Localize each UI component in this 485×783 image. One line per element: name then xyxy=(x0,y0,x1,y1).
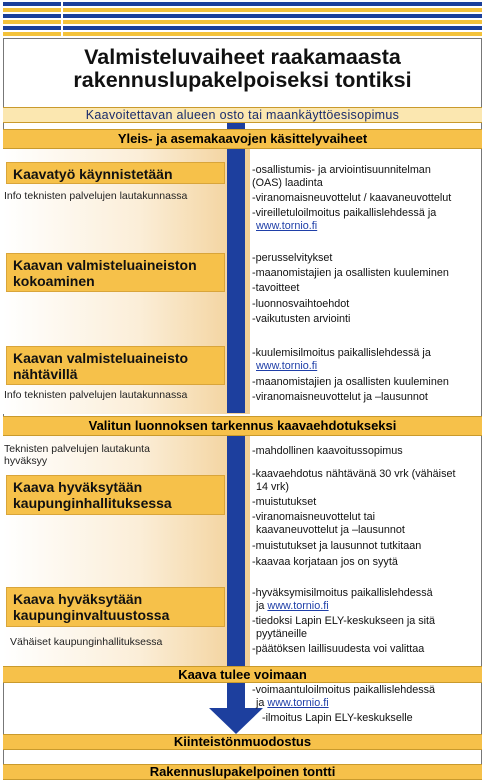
arrow-shaft-4 xyxy=(227,683,245,709)
link-line-3 xyxy=(256,600,484,613)
list-item: -ilmoitus Lapin ELY-keskukselle xyxy=(262,712,413,724)
stripe-blue-1 xyxy=(3,2,482,6)
tornio-link-3-text[interactable]: www.tornio.fi xyxy=(267,600,329,612)
info-minor-city-board: Vähäiset kaupunginhallituksessa xyxy=(10,636,163,648)
bar-plan-phases: Yleis- ja asemakaavojen käsittelyvaiheet xyxy=(3,129,482,149)
list-item: -tiedoksi Lapin ELY-keskukseen ja sitä xyxy=(252,615,436,627)
label-approved-city-board xyxy=(6,475,225,515)
label-approved-city-council xyxy=(6,587,225,627)
list-item: -maanomistajien ja osallisten kuuleminen xyxy=(252,376,449,388)
list-item: 14 vrk) xyxy=(256,481,289,493)
tornio-link-1[interactable] xyxy=(256,220,484,233)
label-material-on-display xyxy=(6,346,225,385)
stripe-yellow-2 xyxy=(3,20,482,24)
list-item: -osallistumis- ja arviointisuunnitelman xyxy=(252,164,431,176)
info-technical-board-approves xyxy=(4,443,244,467)
list-item: -perusselvitykset xyxy=(252,252,333,264)
bar-plan-in-force: Kaava tulee voimaan xyxy=(3,666,482,683)
link-line-4 xyxy=(256,697,484,710)
list-item: (OAS) laadinta xyxy=(252,177,323,189)
bar-building-plot: Rakennuslupakelpoinen tontti xyxy=(3,764,482,780)
info-technical-board-approves-line1: Teknisten palvelujen lautakunta xyxy=(4,443,150,455)
list-item: -kuulemisilmoitus paikallislehdessä ja xyxy=(252,347,431,359)
list-item: -päätöksen laillisuudesta voi valittaa xyxy=(252,643,425,655)
link-prefix-4: ja xyxy=(256,697,265,709)
label-material-gathering-line1: Kaavan valmisteluaineiston xyxy=(13,257,197,273)
stripe-blue-2 xyxy=(3,14,482,18)
list-item: -luonnosvaihtoehdot xyxy=(252,298,350,310)
list-item: -kaavaa korjataan jos on syytä xyxy=(252,556,398,568)
label-material-gathering-line2: kokoaminen xyxy=(13,273,95,289)
bar-land-purchase: Kaavoitettavan alueen osto tai maankäyttöesisopimus xyxy=(3,107,482,123)
list-item: -vireilletuloilmoitus paikallislehdessä ja xyxy=(252,207,437,219)
info-technical-board-1: Info teknisten palvelujen lautakunnassa xyxy=(4,190,188,202)
info-technical-board-2: Info teknisten palvelujen lautakunnassa xyxy=(4,389,188,401)
list-item: -maanomistajien ja osallisten kuuleminen xyxy=(252,267,449,279)
list-item: -hyväksymisilmoitus paikallislehdessä xyxy=(252,587,433,599)
list-item: -mahdollinen kaavoitussopimus xyxy=(252,445,403,457)
list-item: -viranomaisneuvottelut ja –lausunnot xyxy=(252,391,428,403)
link-prefix-3: ja xyxy=(256,600,265,612)
list-item: -vaikutusten arviointi xyxy=(252,313,351,325)
label-material-on-display-line1: Kaavan valmisteluaineisto xyxy=(13,350,189,366)
label-approved-city-board-line1: Kaava hyväksytään xyxy=(13,479,143,495)
list-item: -voimaantuloilmoitus paikallislehdessä xyxy=(252,684,436,696)
label-approved-city-board-line2: kaupunginhallituksessa xyxy=(13,495,172,511)
list-item: -muistutukset xyxy=(252,496,317,508)
list-item: -kaavaehdotus nähtävänä 30 vrk (vähäiset xyxy=(252,468,456,480)
label-approved-city-council-line1: Kaava hyväksytään xyxy=(13,591,143,607)
label-material-on-display-line2: nähtävillä xyxy=(13,366,78,382)
list-item: -muistutukset ja lausunnot tutkitaan xyxy=(252,540,422,552)
bar-property-formation: Kiinteistönmuodostus xyxy=(3,734,482,750)
arrow-shaft-3 xyxy=(227,436,245,666)
arrow-head-icon xyxy=(209,708,263,734)
tornio-link-2-text[interactable]: www.tornio.fi xyxy=(256,360,318,372)
list-item: -viranomaisneuvottelut tai xyxy=(252,511,376,523)
bar-proposal: Valitun luonnoksen tarkennus kaavaehdotukseksi xyxy=(3,416,482,436)
title-line-1: Valmisteluvaiheet raakamaasta xyxy=(84,45,401,69)
label-approved-city-council-line2: kaupunginvaltuustossa xyxy=(13,607,170,623)
title-line-2: rakennuslupakelpoiseksi tontiksi xyxy=(73,68,412,92)
list-item: kaavaneuvottelut ja –lausunnot xyxy=(256,524,405,536)
panel-phase-2 xyxy=(3,436,250,666)
tornio-link-1-text[interactable]: www.tornio.fi xyxy=(256,220,318,232)
stripe-yellow-1 xyxy=(3,8,482,12)
stripe-divider xyxy=(61,0,63,38)
info-technical-board-approves-line2: hyväksyy xyxy=(4,455,48,467)
list-item: -tavoitteet xyxy=(252,282,300,294)
list-item: -viranomaisneuvottelut / kaavaneuvottelut xyxy=(252,192,452,204)
stripe-yellow-3 xyxy=(3,32,482,36)
label-material-gathering xyxy=(6,253,225,292)
diagram-title xyxy=(10,46,475,92)
label-plan-start: Kaavatyö käynnistetään xyxy=(6,162,225,184)
stripe-blue-3 xyxy=(3,26,482,30)
tornio-link-4-text[interactable]: www.tornio.fi xyxy=(267,697,329,709)
tornio-link-2[interactable] xyxy=(256,360,484,373)
header-stripes xyxy=(3,0,482,38)
arrow-shaft-2 xyxy=(227,149,245,413)
list-item: pyytäneille xyxy=(256,628,308,640)
